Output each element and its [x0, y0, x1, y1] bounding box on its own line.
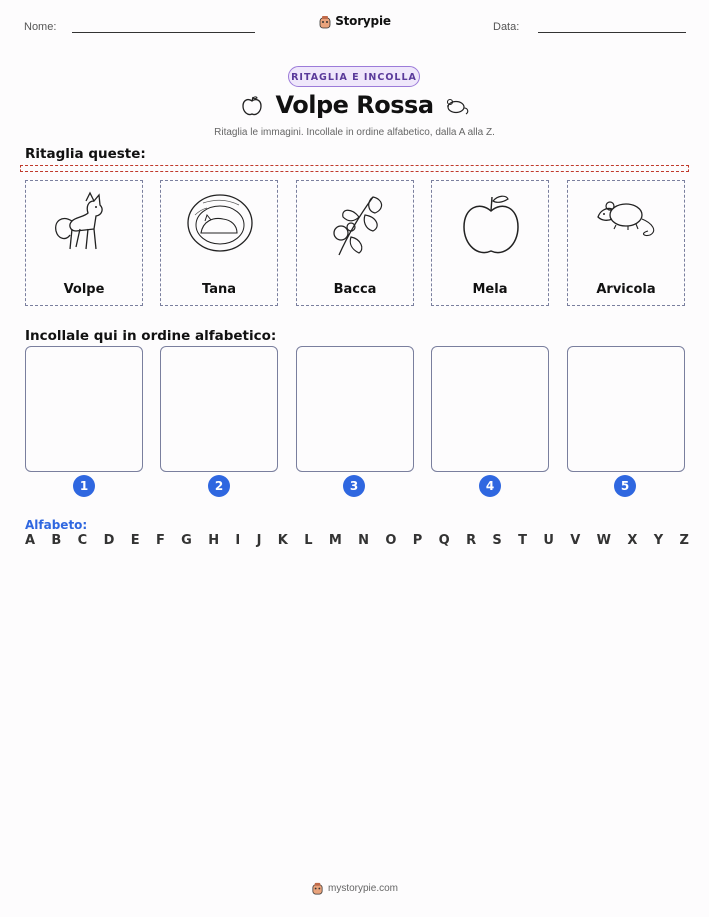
footer [0, 882, 709, 895]
brand-name: Storypie [335, 14, 391, 28]
alphabet-letter: F [155, 533, 165, 548]
alphabet-letter: M [328, 533, 342, 548]
alphabet-letter: Q [438, 533, 450, 548]
activity-badge: RITAGLIA E INCOLLA [288, 66, 420, 87]
instructions: Ritaglia le immagini. Incollale in ordine alfabetico, dalla A alla Z. [214, 127, 495, 138]
slot-number: 1 [73, 475, 95, 497]
date-line[interactable] [538, 32, 686, 33]
paste-slot-3[interactable] [296, 346, 414, 472]
storypie-mascot-icon [311, 882, 324, 895]
alphabet-letter: D [103, 533, 115, 548]
alphabet-letter: Y [653, 533, 664, 548]
mouse-icon [443, 96, 471, 116]
alphabet-letter: E [130, 533, 140, 548]
alphabet-letter: J [256, 533, 262, 548]
alphabet-letter: V [570, 533, 581, 548]
alphabet-letter: I [235, 533, 241, 548]
card-label: Mela [472, 282, 508, 297]
alphabet-letter: S [492, 533, 502, 548]
alphabet-letter: B [51, 533, 62, 548]
fox-icon [50, 189, 120, 259]
paste-slot-1[interactable] [25, 346, 143, 472]
alphabet-letter: R [466, 533, 477, 548]
alphabet-letter: U [543, 533, 554, 548]
berry-icon [321, 189, 391, 259]
alphabet-letter: H [208, 533, 220, 548]
alphabet-letter: G [181, 533, 192, 548]
alphabet-letter: W [596, 533, 612, 548]
alphabet-letter: N [358, 533, 370, 548]
card-volpe[interactable] [25, 180, 143, 306]
card-label: Volpe [63, 282, 105, 297]
alphabet-letter: X [627, 533, 638, 548]
vole-icon [592, 189, 662, 259]
slot-number: 3 [343, 475, 365, 497]
alphabet-letter: O [385, 533, 397, 548]
alphabet-letter: K [277, 533, 288, 548]
paste-slot-5[interactable] [567, 346, 685, 472]
card-label: Tana [202, 282, 236, 297]
storypie-mascot-icon [318, 15, 332, 29]
card-label: Arvicola [596, 282, 656, 297]
name-line[interactable] [72, 32, 255, 33]
card-arvicola[interactable] [567, 180, 685, 306]
card-mela[interactable] [431, 180, 549, 306]
brand-logo [0, 14, 709, 29]
alphabet-letter: Z [679, 533, 689, 548]
footer-url[interactable]: mystorypie.com [327, 883, 398, 894]
card-tana[interactable] [160, 180, 278, 306]
paste-slot-2[interactable] [160, 346, 278, 472]
card-label: Bacca [333, 282, 377, 297]
alphabet-letter: C [77, 533, 88, 548]
date-label: Data: [493, 21, 520, 33]
page-title: Volpe Rossa [275, 91, 434, 119]
slot-number: 4 [479, 475, 501, 497]
cut-line [20, 165, 689, 172]
alphabet-letter: P [412, 533, 423, 548]
apple-icon [456, 189, 526, 259]
slot-number: 5 [614, 475, 636, 497]
den-icon [185, 189, 255, 259]
alphabet-row [25, 533, 689, 548]
paste-slot-4[interactable] [431, 346, 549, 472]
cut-heading: Ritaglia queste: [25, 146, 146, 162]
name-label: Nome: [24, 21, 57, 33]
card-bacca[interactable] [296, 180, 414, 306]
alphabet-letter: T [518, 533, 528, 548]
alphabet-letter: L [304, 533, 313, 548]
alphabet-letter: A [25, 533, 36, 548]
paste-heading: Incollale qui in ordine alfabetico: [25, 328, 277, 344]
slot-number: 2 [208, 475, 230, 497]
alphabet-heading: Alfabeto: [25, 518, 88, 532]
